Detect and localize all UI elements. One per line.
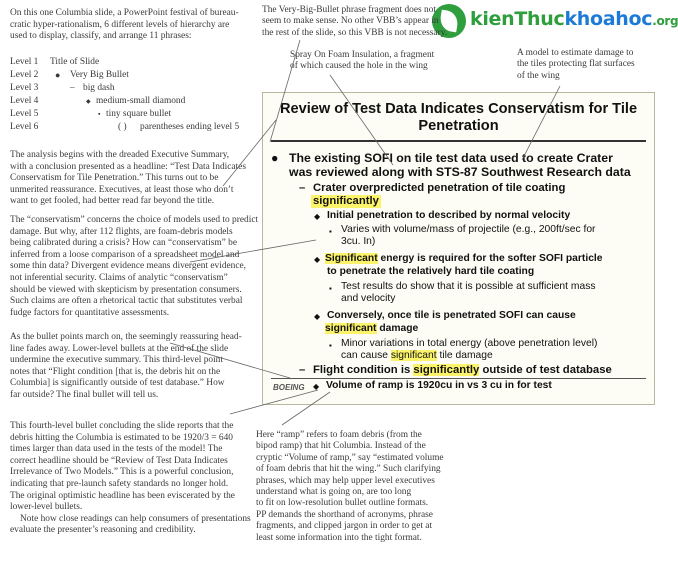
slide-title: Review of Test Data Indicates Conservatism for Tile Penetration — [279, 101, 638, 134]
big-bullet-icon: ● — [271, 151, 279, 165]
hierarchy-levels-list — [10, 57, 250, 135]
level-row: Level 2 ● Very Big Bullet — [10, 70, 129, 80]
square-bullet-icon: ▪ — [329, 284, 332, 293]
parentheses-icon: ( ) — [118, 122, 127, 132]
slide-bullet-l3b-line2: to penetrate the relatively hard tile coating — [327, 266, 535, 277]
diamond-bullet-icon: ◆ — [86, 99, 91, 105]
level-row: Level 5 ▪ tiny square bullet — [10, 109, 172, 119]
slide-bullet-l4c-line1: Minor variations in total energy (above penetration level) — [341, 338, 598, 349]
note-ramp: Here “ramp” refers to foam debris (from the bipod ramp) that hit Columbia. Instead of the cryptic “Volume of ramp,” say “estimated volume of foam debris that hit the wing.” Such clarifying phrases, which may help upper level executives understand what is going on, are too long to fit on low-resolution bullet outline formats. PP demands the shorthand of acronyms, phrase fragments, and clipped jargon in order to get at least some information into the tight format. — [256, 430, 444, 543]
powerpoint-slide — [262, 92, 655, 405]
slide-bullet-l1-line1: The existing SOFI on tile test data used to create Crater — [289, 151, 613, 165]
diamond-bullet-icon: ◆ — [314, 212, 321, 221]
slide-bullet-l4a-line2: 3cu. In) — [341, 236, 376, 247]
slide-bullet-l2b: Flight condition is significantly outside of test database — [313, 364, 612, 376]
boeing-logo: BOEING — [273, 383, 305, 392]
square-bullet-icon: ▪ — [329, 227, 332, 236]
paragraph-bullet-points: As the bullet points march on, the seemingly reassuring head- line fades away. Lower-level bullets at the end of the slide undermine the executive summary. This third-level point notes that “Flight condition [that is, the debris hit on the Columbia] is significantly outside of test database.” How far outside? The final bullet will tell us. — [10, 332, 242, 400]
slide-bullet-l4b-line1: Test results do show that it is possible at sufficient mass — [341, 281, 596, 292]
diamond-bullet-icon: ◆ — [314, 255, 321, 264]
dash-bullet-icon: – — [70, 83, 75, 93]
paragraph-executive-summary: The analysis begins with the dreaded Executive Summary, with a conclusion presented as a headline: “Test Data Indicates Conservatism for Tile Penetration.” This turns out to be unmerited reassurance. Executives, at least those who don’t want to get fooled, had better read far beyond the title. — [10, 150, 246, 207]
level-row: Level 1 Title of Slide — [10, 57, 100, 67]
paragraph-conservatism: The “conservatism” concerns the choice of models used to predict damage. But why, after 112 flights, are foam-debris models being calibrated during a crisis? How can “conservatism” be inferred from a loose comparison of a spreadsheet model and some thin data? Divergent evidence means divergent evidence, not inferential security. Claims of analytic “conservatism” should be viewed with skepticism by presentation consumers. Such claims are often a rhetorical tactic that substitutes verbal fudge factors for quantitative assessments. — [10, 215, 259, 318]
paragraph-fourth-level: This fourth-level bullet concluding the slide reports that the debris hitting the Columbia is estimated to be 1920/3 = 640 times larger than data used in the tests of the model! The correct headline should be “Review of Test Data Indicates Irrelevance of Two Models.” This is a powerful conclusion, indicating that pre-launch safety standards no longer hold. The original optimistic headline has been eviscerated by the lower-level bullets. Note how close readings can help consumers of presentations evaluate the presenter’s reasoning and credibility. — [10, 421, 251, 536]
footer-divider — [271, 378, 646, 379]
diamond-bullet-icon: ◆ — [314, 312, 321, 321]
title-divider — [271, 140, 646, 142]
intro-paragraph: On this one Columbia slide, a PowerPoint festival of bureau- cratic hyper-rationalism, 6 different levels of hierarchy are used to display, classify, and arrange 11 phrases: — [10, 8, 239, 42]
slide-bullet-l3c-line1: Conversely, once tile is penetrated SOFI can cause — [327, 310, 576, 321]
slide-bullet-l1-line2: was reviewed along with STS-87 Southwest Research data — [289, 165, 631, 179]
square-bullet-icon: ▪ — [329, 341, 332, 350]
slide-bullet-l3d: Volume of ramp is 1920cu in vs 3 cu in for test — [326, 380, 552, 391]
dash-bullet-icon: – — [299, 364, 306, 376]
slide-bullet-l4a-line1: Varies with volume/mass of projectile (e.g., 200ft/sec for — [341, 224, 596, 235]
watermark-text: kienThuckhoahoc.org — [470, 8, 678, 30]
watermark-logo — [432, 4, 678, 40]
slide-bullet-l4b-line2: and velocity — [341, 293, 396, 304]
slide-bullet-l3a: Initial penetration to described by normal velocity — [327, 210, 571, 221]
diamond-bullet-icon: ◆ — [313, 382, 320, 391]
dash-bullet-icon: – — [299, 182, 306, 194]
note-spray-on-foam: Spray On Foam Insulation, a fragment of which caused the hole in the wing — [290, 50, 435, 72]
slide-bullet-l3c-line2: significant damage — [325, 323, 419, 334]
slide-bullet-l3b-line1: Significant energy is required for the softer SOFI particle — [325, 253, 603, 264]
level-row: Level 3 – big dash — [10, 83, 115, 93]
level-row: Level 6 ( ) parentheses ending level 5 — [10, 122, 240, 132]
slide-bullet-l2a: Crater overpredicted penetration of tile coating — [313, 182, 566, 194]
highlight-significantly: significantly — [313, 195, 379, 207]
big-bullet-icon: ● — [55, 70, 61, 80]
slide-bullet-l4c-line2: can cause significant tile damage — [341, 350, 493, 361]
highlight-significant: significant — [390, 350, 437, 361]
highlight-significant: Significant — [325, 253, 378, 264]
highlight-significantly: significantly — [413, 364, 480, 376]
note-very-big-bullet: The Very-Big-Bullet phrase fragment does not seem to make sense. No other VBB’s appear in the rest of the slide, so this VBB is not necessary. — [262, 5, 448, 38]
level-row: Level 4 ◆ medium-small diamond — [10, 96, 186, 106]
note-damage-model: A model to estimate damage to the tiles protecting flat surfaces of the wing — [517, 48, 635, 81]
square-bullet-icon: ▪ — [98, 110, 101, 118]
highlight-significant: significant — [325, 323, 377, 334]
